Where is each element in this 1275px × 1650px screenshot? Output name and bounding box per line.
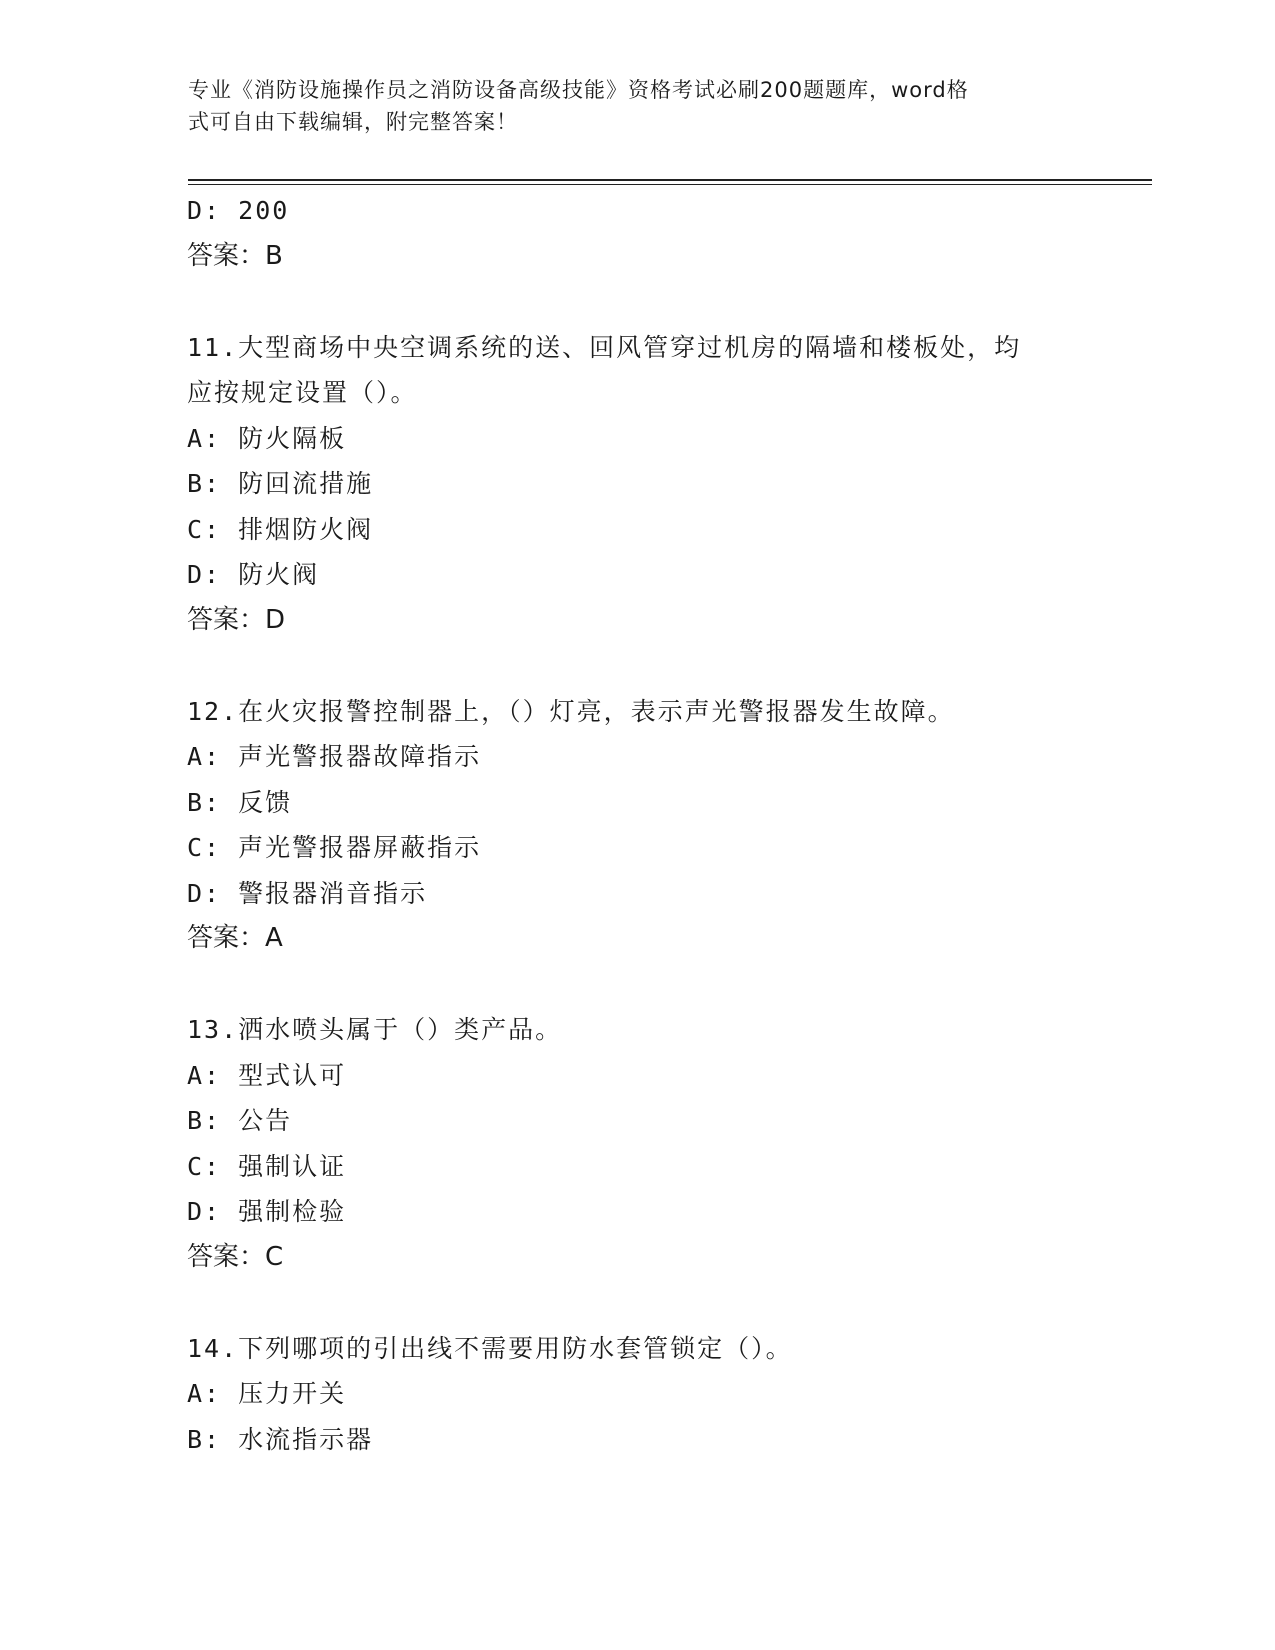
option-b: B: 公告: [187, 1106, 293, 1135]
option-c: C: 排烟防火阀: [187, 514, 374, 544]
option-a: A: 压力开关: [187, 1379, 347, 1408]
option-a: A: 防火隔板: [187, 423, 347, 453]
option-c: C: 强制认证: [187, 1151, 347, 1181]
option-d: D: 强制检验: [187, 1197, 347, 1226]
option-b: B: 防回流措施: [187, 469, 374, 498]
header-line-1: 专业《消防设施操作员之消防设备高级技能》资格考试必刷200题题库，word格: [188, 78, 969, 102]
spacer: [187, 279, 1087, 325]
spacer: [187, 962, 1087, 1008]
question-11: [187, 325, 1087, 644]
option-a: A: 声光警报器故障指示: [187, 742, 482, 771]
answer: 答案：D: [187, 604, 286, 635]
fragment-answer: 答案：B: [187, 240, 283, 271]
option-a: A: 型式认可: [187, 1060, 347, 1090]
question-stem: 12.在火灾报警控制器上，（）灯亮，表示声光警报器发生故障。: [187, 696, 955, 726]
option-d: D: 警报器消音指示: [187, 878, 428, 908]
header-line-2: 式可自由下载编辑，附完整答案！: [188, 110, 518, 134]
option-b: B: 反馈: [187, 787, 293, 817]
spacer: [187, 1280, 1087, 1326]
question-13: [187, 1007, 1087, 1280]
fragment-option-d: D: 200: [187, 196, 290, 225]
option-b: B: 水流指示器: [187, 1424, 374, 1454]
option-d: D: 防火阀: [187, 560, 320, 589]
document-header: [188, 74, 1068, 138]
option-c: C: 声光警报器屏蔽指示: [187, 833, 482, 862]
answer: 答案：A: [187, 923, 283, 953]
question-list: [187, 188, 1087, 1462]
answer: 答案：C: [187, 1241, 284, 1272]
question-stem: 11.大型商场中央空调系统的送、回风管穿过机房的隔墙和楼板处，均: [187, 332, 1022, 362]
question-stem: 13.洒水喷头属于（）类产品。: [187, 1015, 563, 1044]
question-12: [187, 689, 1087, 962]
header-rule-thick: [188, 179, 1152, 181]
header-rule-thin: [188, 184, 1152, 185]
spacer: [187, 643, 1087, 689]
question-stem: 14.下列哪项的引出线不需要用防水套管锁定（）。: [187, 1333, 793, 1363]
question-stem-continued: 应按规定设置（）。: [187, 378, 418, 407]
question-14: [187, 1326, 1087, 1463]
